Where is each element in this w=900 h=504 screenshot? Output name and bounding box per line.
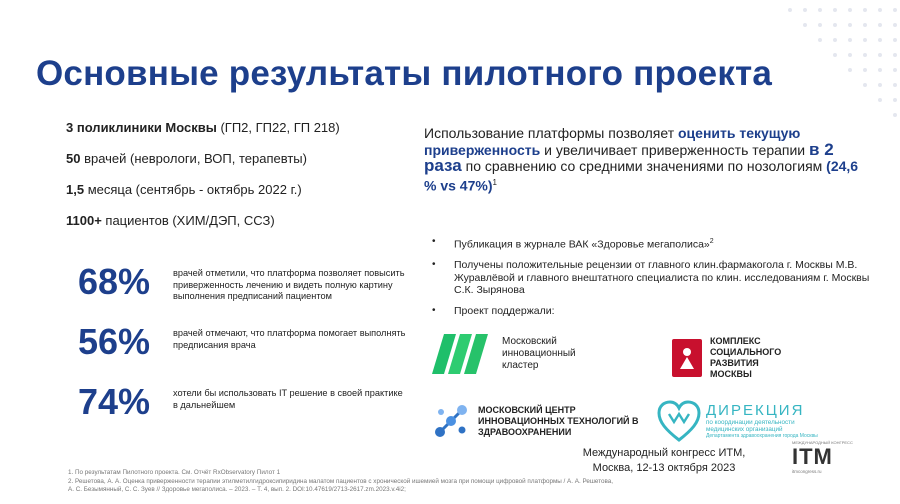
stat-description: хотели бы использовать IT решение в своей практике в дальнейшем xyxy=(173,388,403,410)
footnote: А. С. Безымянный, С. С. Зуев // Здоровье мегаполиса. – 2023. – Т. 4, вып. 2. DOI:10.47619/2713-2617.zm.2023.v.4i2; xyxy=(68,486,406,494)
fact-duration-value: 1,5 xyxy=(66,182,85,197)
congress-date-place: Москва, 12-13 октября 2023 xyxy=(592,462,736,474)
innovation-cluster-name: Московский инновационный кластер xyxy=(502,336,576,371)
itm-congress-logo xyxy=(792,440,862,475)
bullet-marker: • xyxy=(432,304,436,316)
fact-doctors xyxy=(66,151,340,182)
bullet-publication xyxy=(432,236,877,251)
footnote: 1. По результатам Пилотного проекта. См. Отчёт RxObservatory Пилот 1 xyxy=(68,469,281,476)
stat-74 xyxy=(78,381,408,422)
bullet-marker: • xyxy=(432,236,436,247)
innovation-cluster-logo-icon xyxy=(432,334,494,374)
bullet-text: Получены положительные рецензии от главного клин.фармакогола г. Москвы М.В. Журавлёвой и главного внештатного специалиста по клин. исследованиям г. Москвы С.К. Зырянова xyxy=(454,259,870,296)
mcit-molecule-icon xyxy=(432,402,470,440)
bullet-text xyxy=(454,236,714,251)
platform-highlight-percent: (24,6 % vs 47%) xyxy=(424,158,859,194)
stat-68 xyxy=(78,261,408,303)
key-facts-list xyxy=(66,120,340,244)
moscow-coat-of-arms-icon xyxy=(672,339,702,377)
fact-clinics-label: (ГП2, ГП22, ГП 218) xyxy=(216,120,340,135)
stat-56 xyxy=(78,321,408,362)
bullet-marker: • xyxy=(432,259,436,270)
congress-name: Международный конгресс ИТМ, xyxy=(582,447,746,459)
bullet-text: Проект поддержали: xyxy=(454,304,555,317)
platform-highlight-2x: в 2 раза xyxy=(424,139,834,175)
fact-doctors-label: врачей (неврологи, ВОП, терапевты) xyxy=(80,151,307,166)
fact-duration xyxy=(66,182,340,213)
footnote: 2. Решетова, А. А. Оценка приверженности терапии этилметилгидроксипиридина малатом пациентов с хронической ишемией мозга при помощи цифровой платформы / А. А. Решетова, xyxy=(68,477,614,485)
platform-text: и увеличивает приверженность терапии xyxy=(540,141,810,158)
directorate-title: ДИРЕКЦИЯ xyxy=(706,402,805,419)
logo-directorate xyxy=(656,400,818,442)
platform-text: Использование платформы позволяет xyxy=(424,125,678,141)
fact-patients xyxy=(66,213,340,244)
directorate-subtitle: по координации деятельности xyxy=(706,419,795,426)
fact-duration-label: месяца (сентябрь - октябрь 2022 г.) xyxy=(84,182,302,197)
heart-shield-icon xyxy=(656,400,702,442)
page-title: Основные результаты пилотного проекта xyxy=(36,54,773,93)
footnotes xyxy=(68,469,828,495)
platform-result-paragraph xyxy=(424,126,864,194)
fact-clinics-value: 3 поликлиники Москвы xyxy=(66,120,217,135)
stat-value: 56% xyxy=(78,321,151,362)
stat-description: врачей отмечают, что платформа помогает выполнять предписания врача xyxy=(173,328,406,350)
logo-social-development xyxy=(672,336,788,380)
logo-innovation-cluster xyxy=(432,334,602,374)
fact-clinics xyxy=(66,120,340,151)
publication-text: Публикация в журнале ВАК «Здоровье мегаполиса» xyxy=(454,238,710,251)
itm-strip-text: МЕЖДУНАРОДНЫЙ КОНГРЕСС xyxy=(792,440,853,445)
fact-doctors-value: 50 xyxy=(66,151,81,166)
achievements-list xyxy=(432,236,877,325)
footnote-ref: 2 xyxy=(709,238,714,245)
directorate-subtitle: медицинских организаций xyxy=(706,426,783,433)
bullet-support xyxy=(432,305,877,318)
corner-dot-pattern xyxy=(770,0,900,140)
logo-mcit xyxy=(432,402,646,440)
platform-text: по сравнению со средними значениями по нозологиям xyxy=(461,158,827,174)
social-development-name: КОМПЛЕКС СОЦИАЛЬНОГО РАЗВИТИЯ МОСКВЫ xyxy=(710,336,782,379)
fact-patients-label: пациентов (ХИМ/ДЭП, ССЗ) xyxy=(101,213,275,228)
mcit-name: МОСКОВСКИЙ ЦЕНТР ИННОВАЦИОННЫХ ТЕХНОЛОГИЙ В ЗДРАВООХРАНЕНИИ xyxy=(478,404,639,437)
platform-highlight: оценить текущую приверженность xyxy=(424,125,801,158)
fact-patients-value: 1100+ xyxy=(66,213,102,228)
stat-value: 68% xyxy=(78,261,151,302)
stat-description: врачей отметили, что платформа позволяет повысить приверженность лечению и видеть полную картину выполнения предписаний пациентом xyxy=(173,268,405,301)
itm-url: itmcongress.ru xyxy=(792,469,822,474)
directorate-subtitle: Департамента здравоохранения города Москвы xyxy=(706,433,818,439)
footnote-ref: 1 xyxy=(492,177,497,187)
bullet-reviews xyxy=(432,259,877,297)
directorate-text xyxy=(706,403,818,439)
stat-value: 74% xyxy=(78,381,151,422)
itm-logo-word: ITM xyxy=(792,444,833,469)
